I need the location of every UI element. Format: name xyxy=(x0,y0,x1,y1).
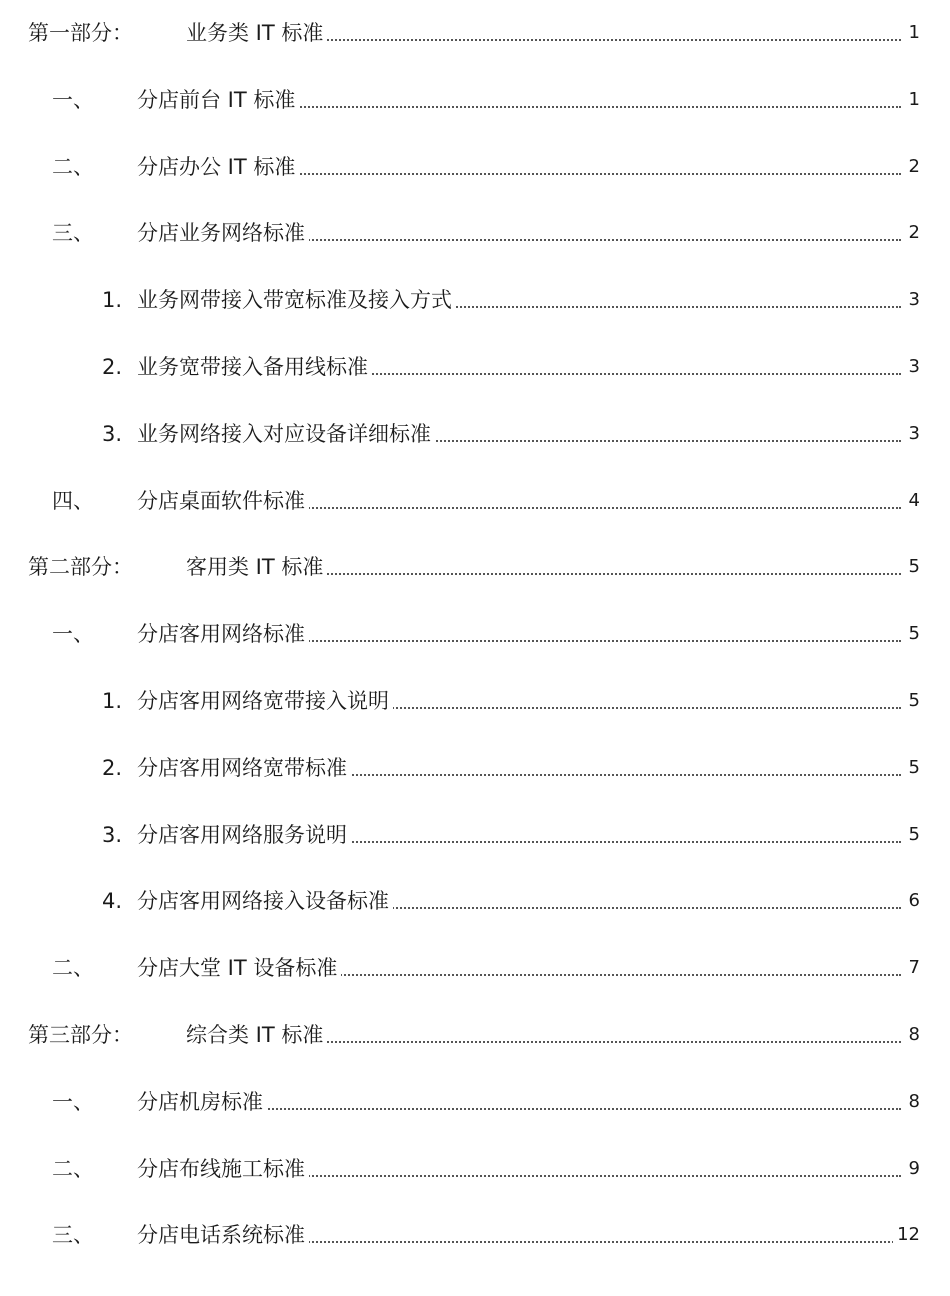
toc-page-number: 2 xyxy=(905,150,920,184)
toc-page-number: 1 xyxy=(905,83,920,117)
toc-entry[interactable] xyxy=(0,951,950,985)
toc-page-number: 1 xyxy=(905,16,920,50)
toc-entry[interactable] xyxy=(0,1018,950,1052)
toc-page-number: 5 xyxy=(905,550,920,584)
toc-entry-title: 业务网带接入带宽标准及接入方式 xyxy=(137,283,456,317)
toc-entry-title: 分店业务网络标准 xyxy=(137,216,309,250)
toc-entry-number: 3. xyxy=(102,421,123,446)
toc-entry-title: 分店办公 IT 标准 xyxy=(137,150,299,184)
toc-entry-title: 分店客用网络宽带标准 xyxy=(137,751,351,785)
toc-entry[interactable] xyxy=(0,1218,950,1252)
toc-entry[interactable] xyxy=(0,884,950,918)
toc-page-number: 3 xyxy=(905,417,920,451)
toc-entry[interactable] xyxy=(0,216,950,250)
toc-entry[interactable] xyxy=(0,1085,950,1119)
toc-entry[interactable] xyxy=(0,417,950,451)
toc-entry-title: 业务宽带接入备用线标准 xyxy=(137,350,372,384)
toc-page-number: 3 xyxy=(905,283,920,317)
toc-entry[interactable] xyxy=(0,550,950,584)
toc-entry-number: 第三部分： xyxy=(28,1023,133,1047)
toc-entry-title: 分店电话系统标准 xyxy=(137,1218,309,1252)
toc-entry-title: 分店机房标准 xyxy=(137,1085,267,1119)
toc-entry-number: 4. xyxy=(102,889,123,914)
toc-entry[interactable] xyxy=(0,484,950,518)
toc-page-number: 6 xyxy=(905,884,920,918)
toc-entry[interactable] xyxy=(0,617,950,651)
toc-entry[interactable] xyxy=(0,818,950,852)
toc-entry-number: 2. xyxy=(102,355,123,379)
toc-entry-number: 二、 xyxy=(52,154,94,179)
toc-entry-title: 分店客用网络接入设备标准 xyxy=(137,884,393,918)
toc-page-number: 5 xyxy=(905,684,920,718)
toc-entry-number: 一、 xyxy=(52,622,94,647)
toc-entry[interactable] xyxy=(0,350,950,384)
toc-entry-title: 客用类 IT 标准 xyxy=(186,550,327,584)
toc-entry[interactable] xyxy=(0,684,950,718)
toc-entry-number: 一、 xyxy=(52,1089,94,1114)
toc-entry-number: 一、 xyxy=(52,87,94,112)
toc-entry-number: 三、 xyxy=(52,1223,94,1248)
toc-page-number: 12 xyxy=(893,1218,920,1252)
toc-entry-title: 业务网络接入对应设备详细标准 xyxy=(137,417,435,451)
toc-page-number: 8 xyxy=(905,1085,920,1119)
toc-page-number: 2 xyxy=(905,216,920,250)
toc-entry-number: 二、 xyxy=(52,1156,94,1181)
toc-entry-title: 业务类 IT 标准 xyxy=(186,16,327,50)
toc-entry[interactable] xyxy=(0,150,950,184)
toc-entry-number: 四、 xyxy=(52,488,94,513)
toc-entry-number: 1. xyxy=(102,288,123,313)
toc-entry[interactable] xyxy=(0,283,950,317)
toc-entry-number: 第一部分： xyxy=(28,21,133,45)
toc-entry[interactable] xyxy=(0,16,950,50)
toc-page-number: 9 xyxy=(905,1152,920,1186)
toc-page-number: 5 xyxy=(905,617,920,651)
toc-entry[interactable] xyxy=(0,83,950,117)
toc-entry-title: 分店前台 IT 标准 xyxy=(137,83,299,117)
toc-page-number: 7 xyxy=(905,951,920,985)
toc-entry-title: 分店布线施工标准 xyxy=(137,1152,309,1186)
toc-entry-title: 分店客用网络服务说明 xyxy=(137,818,351,852)
toc-entry[interactable] xyxy=(0,1152,950,1186)
toc-entry-title: 分店客用网络宽带接入说明 xyxy=(137,684,393,718)
toc-entry-number: 2. xyxy=(102,755,123,780)
toc-entry[interactable] xyxy=(0,751,950,785)
toc-entry-title: 分店大堂 IT 设备标准 xyxy=(137,951,341,985)
toc-entry-title: 综合类 IT 标准 xyxy=(186,1018,327,1052)
toc-entry-number: 三、 xyxy=(52,221,94,246)
toc-entry-number: 3. xyxy=(102,822,123,847)
toc-page-number: 4 xyxy=(905,484,920,518)
toc-page-number: 8 xyxy=(905,1018,920,1052)
toc-entry-number: 二、 xyxy=(52,956,94,981)
toc-entry-title: 分店桌面软件标准 xyxy=(137,484,309,518)
toc-entry-number: 第二部分： xyxy=(28,555,133,580)
toc-page-number: 5 xyxy=(905,818,920,852)
toc-entry-number: 1. xyxy=(102,689,123,713)
toc-page-number: 5 xyxy=(905,751,920,785)
toc-entry-title: 分店客用网络标准 xyxy=(137,617,309,651)
toc-page-number: 3 xyxy=(905,350,920,384)
